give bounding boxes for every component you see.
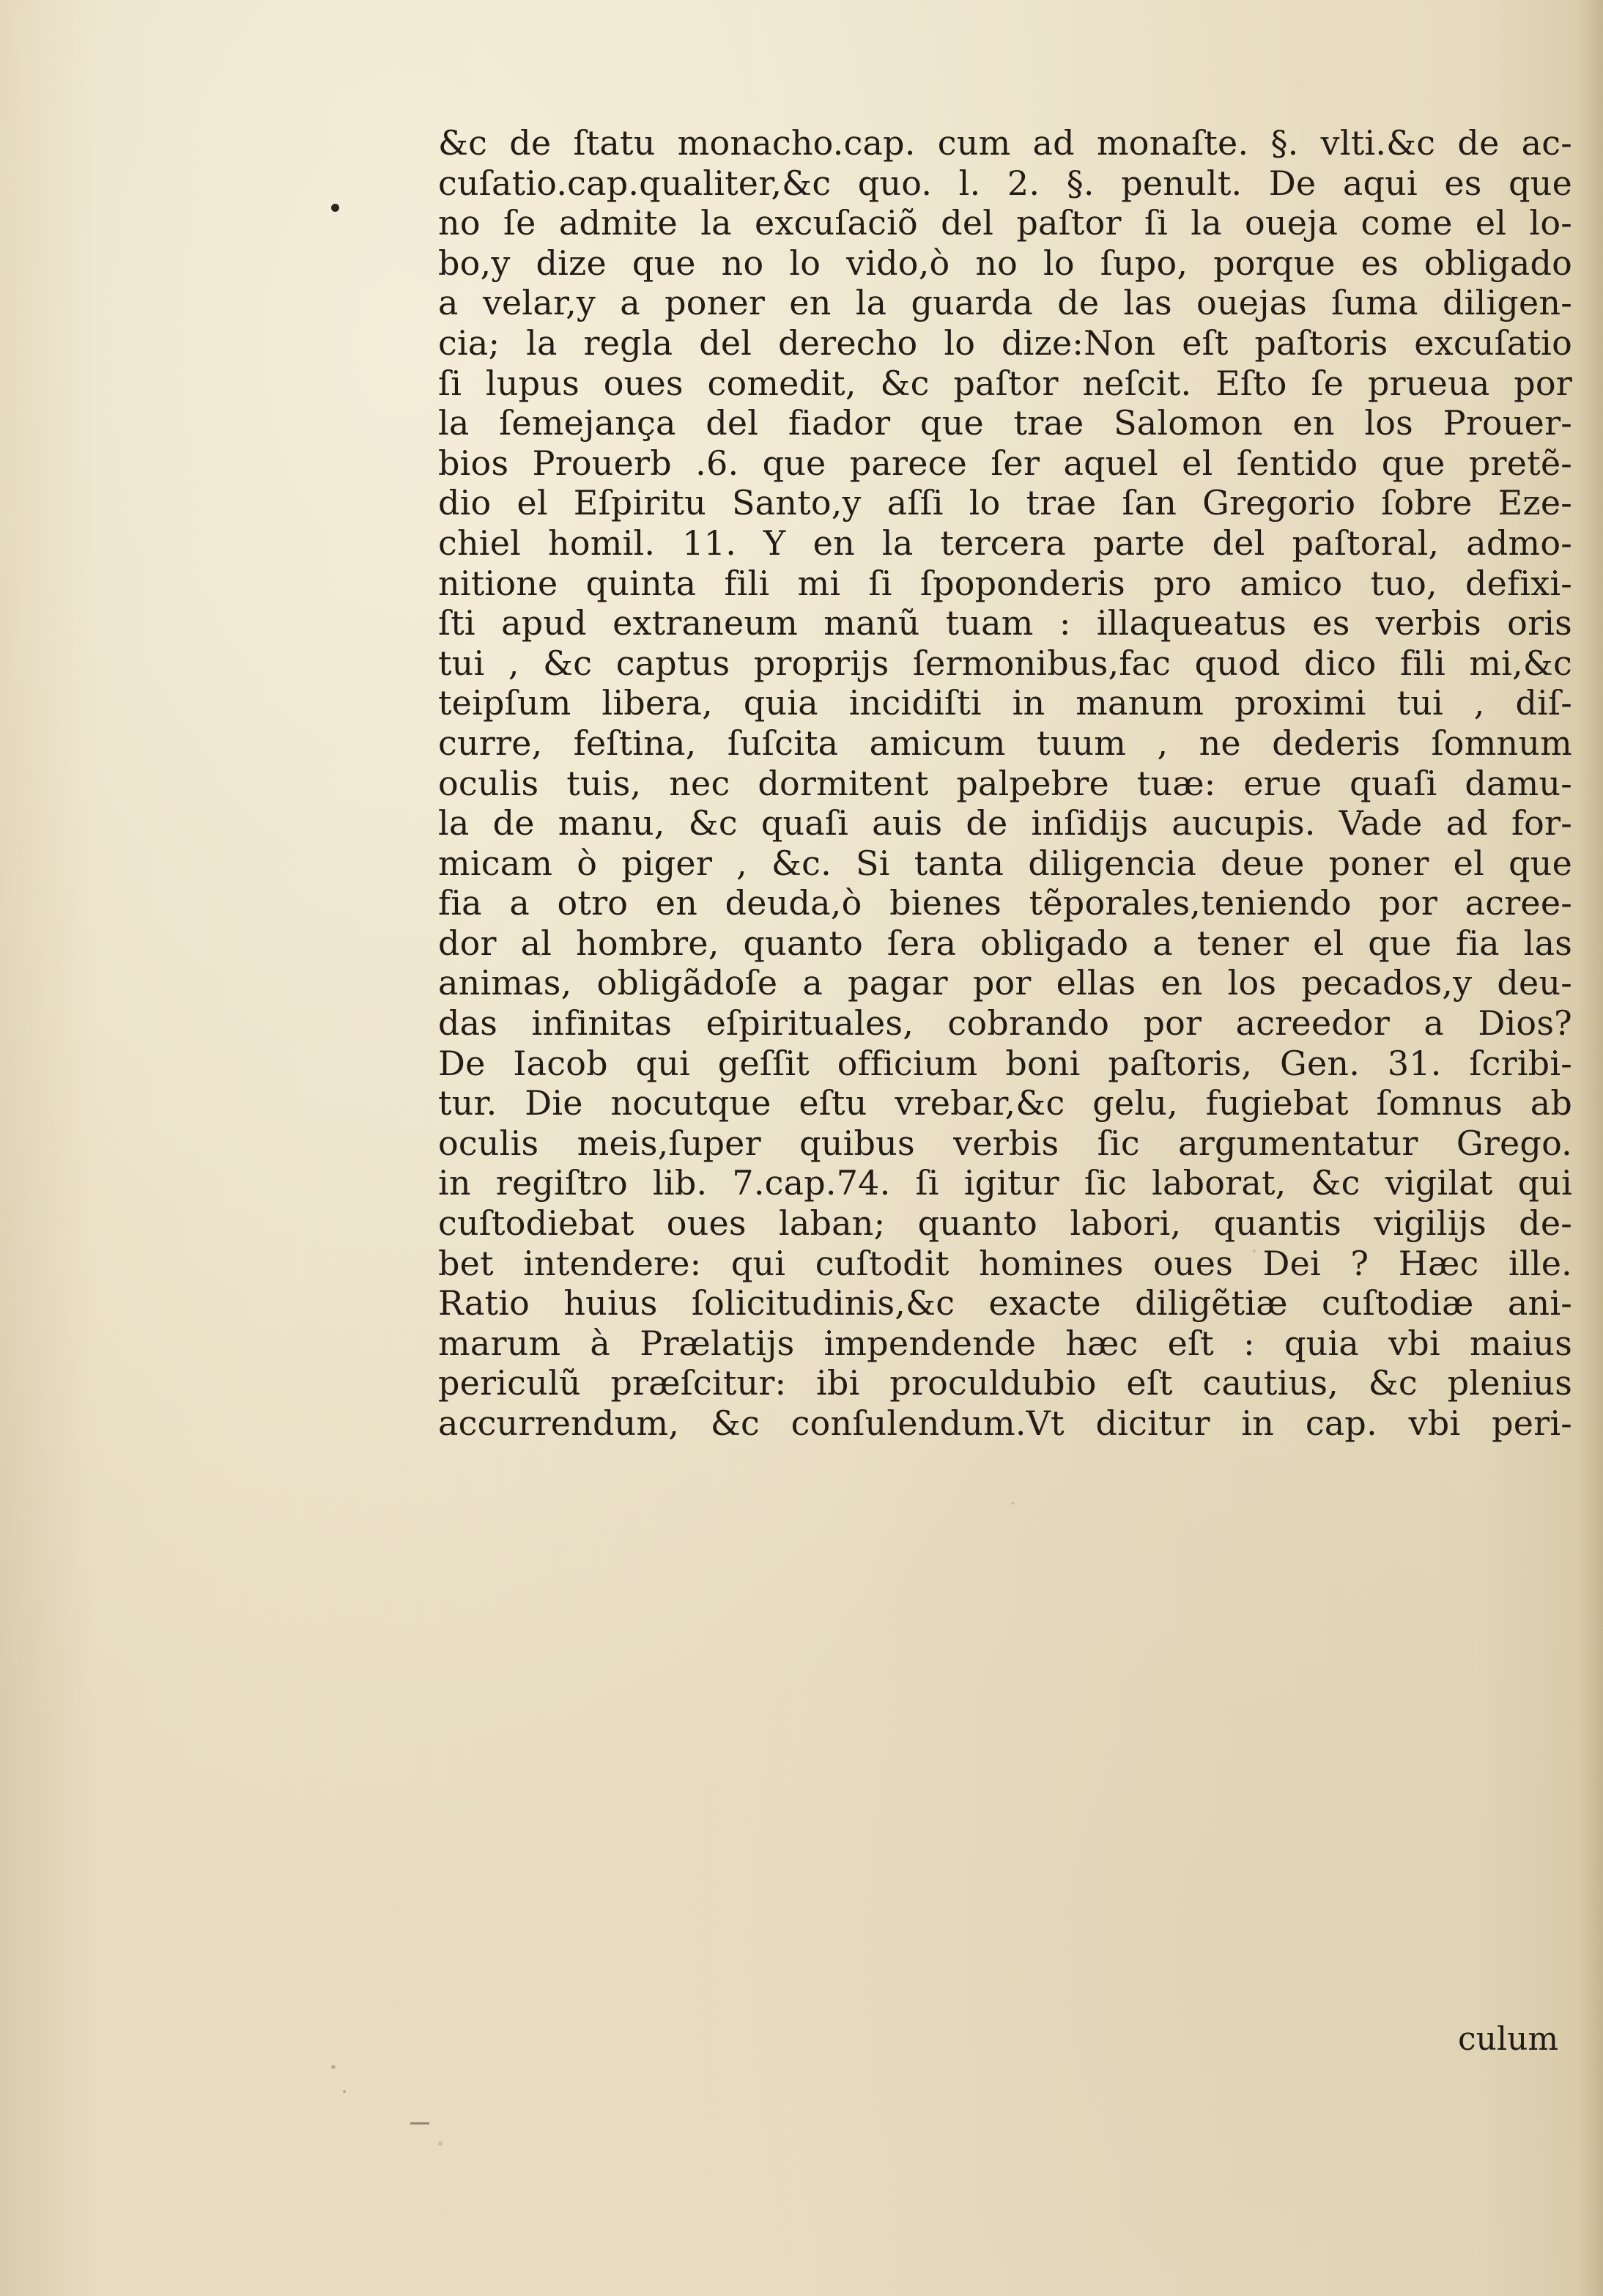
- catchword: culum: [1458, 2020, 1559, 2058]
- text-line: dio el Eſpiritu Santo,y aſſi lo trae ſan Gregorio ſobre Eze-: [438, 483, 1572, 523]
- text-line: oculis meis,ſuper quibus verbis ſic argumentatur Grego.: [438, 1123, 1572, 1163]
- text-line: in regiſtro lib. 7.cap.74. ſi igitur ſic laborat, &c vigilat qui: [438, 1163, 1572, 1203]
- text-line: cuſatio.cap.qualiter,&c quo. l. 2. §. penult. De aqui es que: [438, 163, 1572, 203]
- text-line: periculũ præſcitur: ibi proculdubio eſt cautius, &c plenius: [438, 1363, 1572, 1403]
- text-line: cia; la regla del derecho lo dize:Non eſt paſtoris excuſatio: [438, 322, 1572, 363]
- text-line: nitione quinta fili mi ſi ſpoponderis pro amico tuo, defixi-: [438, 563, 1572, 603]
- text-line: la de manu, &c quaſi auis de inſidijs aucupis. Vade ad for-: [438, 803, 1572, 844]
- text-line: tur. Die nocutque eſtu vrebar,&c gelu, fugiebat ſomnus ab: [438, 1083, 1572, 1123]
- page-edge-shadow: [1578, 0, 1603, 2296]
- text-line: &c de ſtatu monacho.cap. cum ad monaſte. §. vlti.&c de ac-: [438, 123, 1572, 163]
- text-line: bios Prouerb .6. que parece ſer aquel el ſentido que pretẽ-: [438, 443, 1572, 483]
- ink-speck: [438, 2141, 443, 2146]
- text-line: oculis tuis, nec dormitent palpebre tuæ: erue quaſi damu-: [438, 763, 1572, 803]
- ink-speck: [343, 2090, 346, 2093]
- margin-mark: [331, 204, 339, 212]
- text-line: dor al hombre, quanto ſera obligado a tener el que fia las: [438, 923, 1572, 963]
- text-line: no ſe admite la excuſaciõ del paſtor ſi la oueja come el lo-: [438, 203, 1572, 243]
- text-line: chiel homil. 11. Y en la tercera parte del paſtoral, admo-: [438, 523, 1572, 563]
- text-line: ſi lupus oues comedit, &c paſtor neſcit. Eſto ſe prueua por: [438, 363, 1572, 403]
- text-line: accurrendum, &c conſulendum.Vt dicitur in cap. vbi peri-: [438, 1403, 1572, 1443]
- text-line: De Iacob qui geſſit officium boni paſtoris, Gen. 31. ſcribi-: [438, 1043, 1572, 1083]
- text-line: la ſemejança del fiador que trae Salomon en los Prouer-: [438, 403, 1572, 443]
- text-line: ſti apud extraneum manũ tuam : illaqueatus es verbis oris: [438, 603, 1572, 643]
- margin-dash: [410, 2122, 429, 2125]
- text-line: animas, obligãdoſe a pagar por ellas en los pecados,y deu-: [438, 963, 1572, 1003]
- text-line: Ratio huius ſolicitudinis,&c exacte diligẽtiæ cuſtodiæ ani-: [438, 1283, 1572, 1324]
- text-line: bo,y dize que no lo vido,ò no lo ſupo, porque es obligado: [438, 243, 1572, 283]
- text-line: marum à Prælatijs impendende hæc eſt : quia vbi maius: [438, 1323, 1572, 1363]
- ink-speck: [1011, 1502, 1015, 1505]
- text-line: cuſtodiebat oues laban; quanto labori, quantis vigilijs de-: [438, 1203, 1572, 1244]
- text-line: curre, feſtina, ſuſcita amicum tuum , ne dederis ſomnum: [438, 723, 1572, 763]
- ink-speck: [331, 2065, 336, 2069]
- text-line: micam ò piger , &c. Si tanta diligencia deue poner el que: [438, 843, 1572, 883]
- text-block: [438, 123, 1572, 1444]
- text-line: bet intendere: qui cuſtodit homines oues Dei ? Hæc ille.: [438, 1243, 1572, 1283]
- text-line: tui , &c captus proprijs ſermonibus,fac quod dico fili mi,&c: [438, 643, 1572, 683]
- text-line: das infinitas eſpirituales, cobrando por acreedor a Dios?: [438, 1003, 1572, 1044]
- text-line: teipſum libera, quia incidiſti in manum proximi tui , diſ-: [438, 683, 1572, 723]
- text-line: a velar,y a poner en la guarda de las ouejas ſuma diligen-: [438, 283, 1572, 323]
- text-line: fia a otro en deuda,ò bienes tẽporales,teniendo por acree-: [438, 883, 1572, 923]
